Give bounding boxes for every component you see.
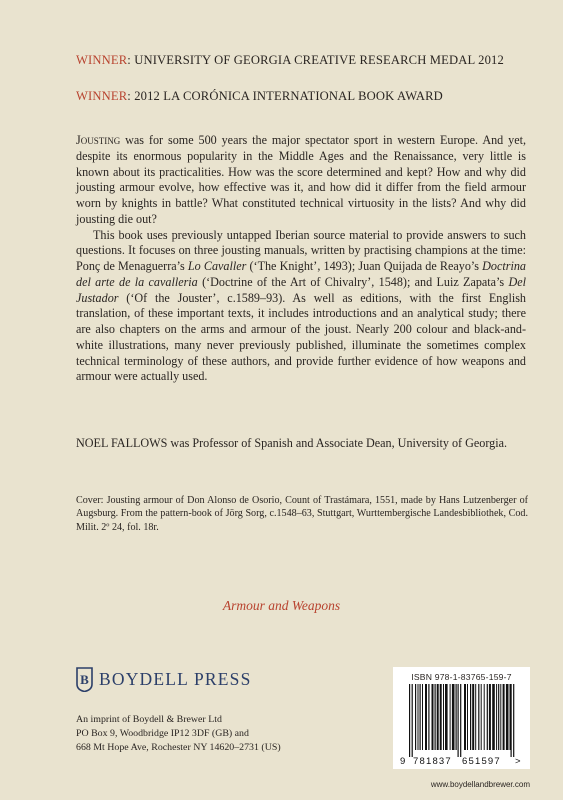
award-text: UNIVERSITY OF GEORGIA CREATIVE RESEARCH MEDAL 2012	[130, 53, 504, 67]
barcode-bar	[445, 684, 448, 750]
blurb-p2-text-a: This book uses previously untapped Iberian source material to provide answers to such questions. It focuses on three jousting manuals, written by practising champions at the time: Ponç de Menaguerra’s	[76, 227, 526, 273]
blurb-p2-text-d: (‘Of the Jouster’, c.1589–93). As well as editions, with the first English translation, of these important texts, it includes introductions and an analytical study; there are also chapters on the arms and armour of the joust. Nearly 200 colour and black-and-white illustrations, many never previously published, illuminate the sometimes complex technical terminology of these authors, and provide further evidence of how weapons and armour were actually used.	[76, 290, 526, 384]
imprint-line: An imprint of Boydell & Brewer Ltd	[76, 714, 222, 725]
barcode-guard-bar	[412, 684, 413, 757]
blurb-paragraph-2	[76, 228, 526, 386]
award-separator: :	[127, 53, 131, 67]
barcode-bar	[467, 684, 468, 750]
barcode-bar	[456, 684, 457, 750]
barcode-bar	[440, 684, 442, 750]
barcode-bar	[420, 684, 421, 750]
barcode-bar	[475, 684, 476, 750]
author-bio	[76, 436, 526, 452]
barcode-guard-bar	[409, 684, 410, 757]
barcode-bar	[506, 684, 509, 750]
author-bio-text: was Professor of Spanish and Associate Dean, University of Georgia.	[167, 436, 508, 450]
barcode-digits-right: 651597	[462, 756, 501, 767]
blurb-p2-text-b: (‘The Knight’, 1493); Juan Quijada de Reayo’s	[246, 259, 483, 273]
award-line-2	[76, 89, 443, 104]
barcode-bar	[484, 684, 485, 750]
barcode-bar	[487, 684, 488, 750]
barcode-bar	[437, 684, 439, 750]
barcode-bar	[452, 684, 455, 750]
imprint-line: 668 Mt Hope Ave, Rochester NY 14620–2731 (US)	[76, 741, 281, 753]
publisher-name: BOYDELL PRESS	[99, 668, 252, 689]
publisher-logo	[76, 664, 252, 694]
title-del-justador: Del Justador	[76, 274, 527, 305]
award-line-1	[76, 53, 504, 68]
barcode-bar	[418, 684, 419, 750]
imprint-line: PO Box 9, Woodbridge IP12 3DF (GB) and	[76, 727, 249, 739]
barcode-digit-first: 9	[400, 756, 406, 767]
barcode-digits-left: 781837	[413, 756, 452, 767]
barcode-bar	[492, 684, 495, 750]
barcode-bar	[428, 684, 429, 750]
book-blurb	[76, 133, 526, 385]
series-title: Armour and Weapons	[222, 598, 341, 613]
title-lo-cavaller: Lo Cavaller	[187, 259, 247, 273]
barcode-bar	[432, 684, 434, 750]
barcode-bar	[422, 684, 423, 750]
cover-credit: Cover: Jousting armour of Don Alonso de Osorio, Count of Trastámara, 1551, made by Hans Lutzenberger of Augsburg. From the pattern-book of Jörg Sorg, c.1548–63, Stuttgart, Wurttembergische Landesbibliothek, Cod. Milit. 2º 24, fol. 18r.	[76, 495, 528, 533]
svg-text:B: B	[80, 671, 89, 687]
author-name: NOEL FALLOWS	[76, 436, 168, 450]
barcode-bars	[393, 667, 530, 769]
barcode-bar	[470, 684, 471, 750]
barcode-bar	[478, 684, 479, 750]
barcode-bar	[450, 684, 451, 750]
award-separator: :	[127, 89, 131, 103]
barcode-bar	[425, 684, 427, 750]
barcode-guard-bar	[460, 684, 461, 757]
award-text: 2012 LA CORÓNICA INTERNATIONAL BOOK AWARD	[130, 89, 443, 103]
barcode-bar	[415, 684, 416, 750]
boydell-b-shield-icon	[76, 667, 93, 692]
barcode-bar	[435, 684, 436, 750]
barcode-guard-bar	[458, 684, 459, 757]
barcode-bar	[464, 684, 466, 750]
award-label: WINNER	[76, 89, 128, 103]
blurb-lead-word: Jousting	[76, 133, 121, 147]
barcode	[393, 667, 530, 769]
barcode-bar	[481, 684, 482, 750]
blurb-p1-text: was for some 500 years the major spectator sport in western Europe. And yet, despite its enormous popularity in the Middle Ages and the Renaissance, very little is known about its practicalities. How was the score determined and kept? How and why did jousting armour evolve, how effective was it, and how did it differ from the field armour worn by knights in battle? What constituted technical virtuosity in the lists? And why did jousting die out?	[76, 133, 526, 226]
blurb-p2-text-c: (‘Doctrine of the Art of Chivalry’, 1548); and Luiz Zapata’s	[197, 274, 509, 289]
barcode-bar	[496, 684, 497, 750]
barcode-bar	[503, 684, 505, 750]
barcode-guard-bar	[511, 684, 512, 757]
publisher-url: www.boydellandbrewer.com	[430, 780, 530, 789]
publisher-imprint	[76, 713, 376, 754]
barcode-bar	[489, 684, 491, 750]
blurb-paragraph-1	[76, 133, 526, 228]
barcode-bar	[472, 684, 474, 750]
barcode-guard-bar	[513, 684, 514, 757]
isbn-label: ISBN 978-1-83765-159-7	[411, 672, 512, 682]
barcode-bar	[498, 684, 499, 750]
barcode-bar	[443, 684, 444, 750]
award-label: WINNER	[76, 53, 128, 67]
barcode-bar	[500, 684, 501, 750]
barcode-trailing-mark: >	[515, 756, 521, 767]
title-doctrina: Doctrina del arte de la cavalleria	[76, 259, 526, 289]
